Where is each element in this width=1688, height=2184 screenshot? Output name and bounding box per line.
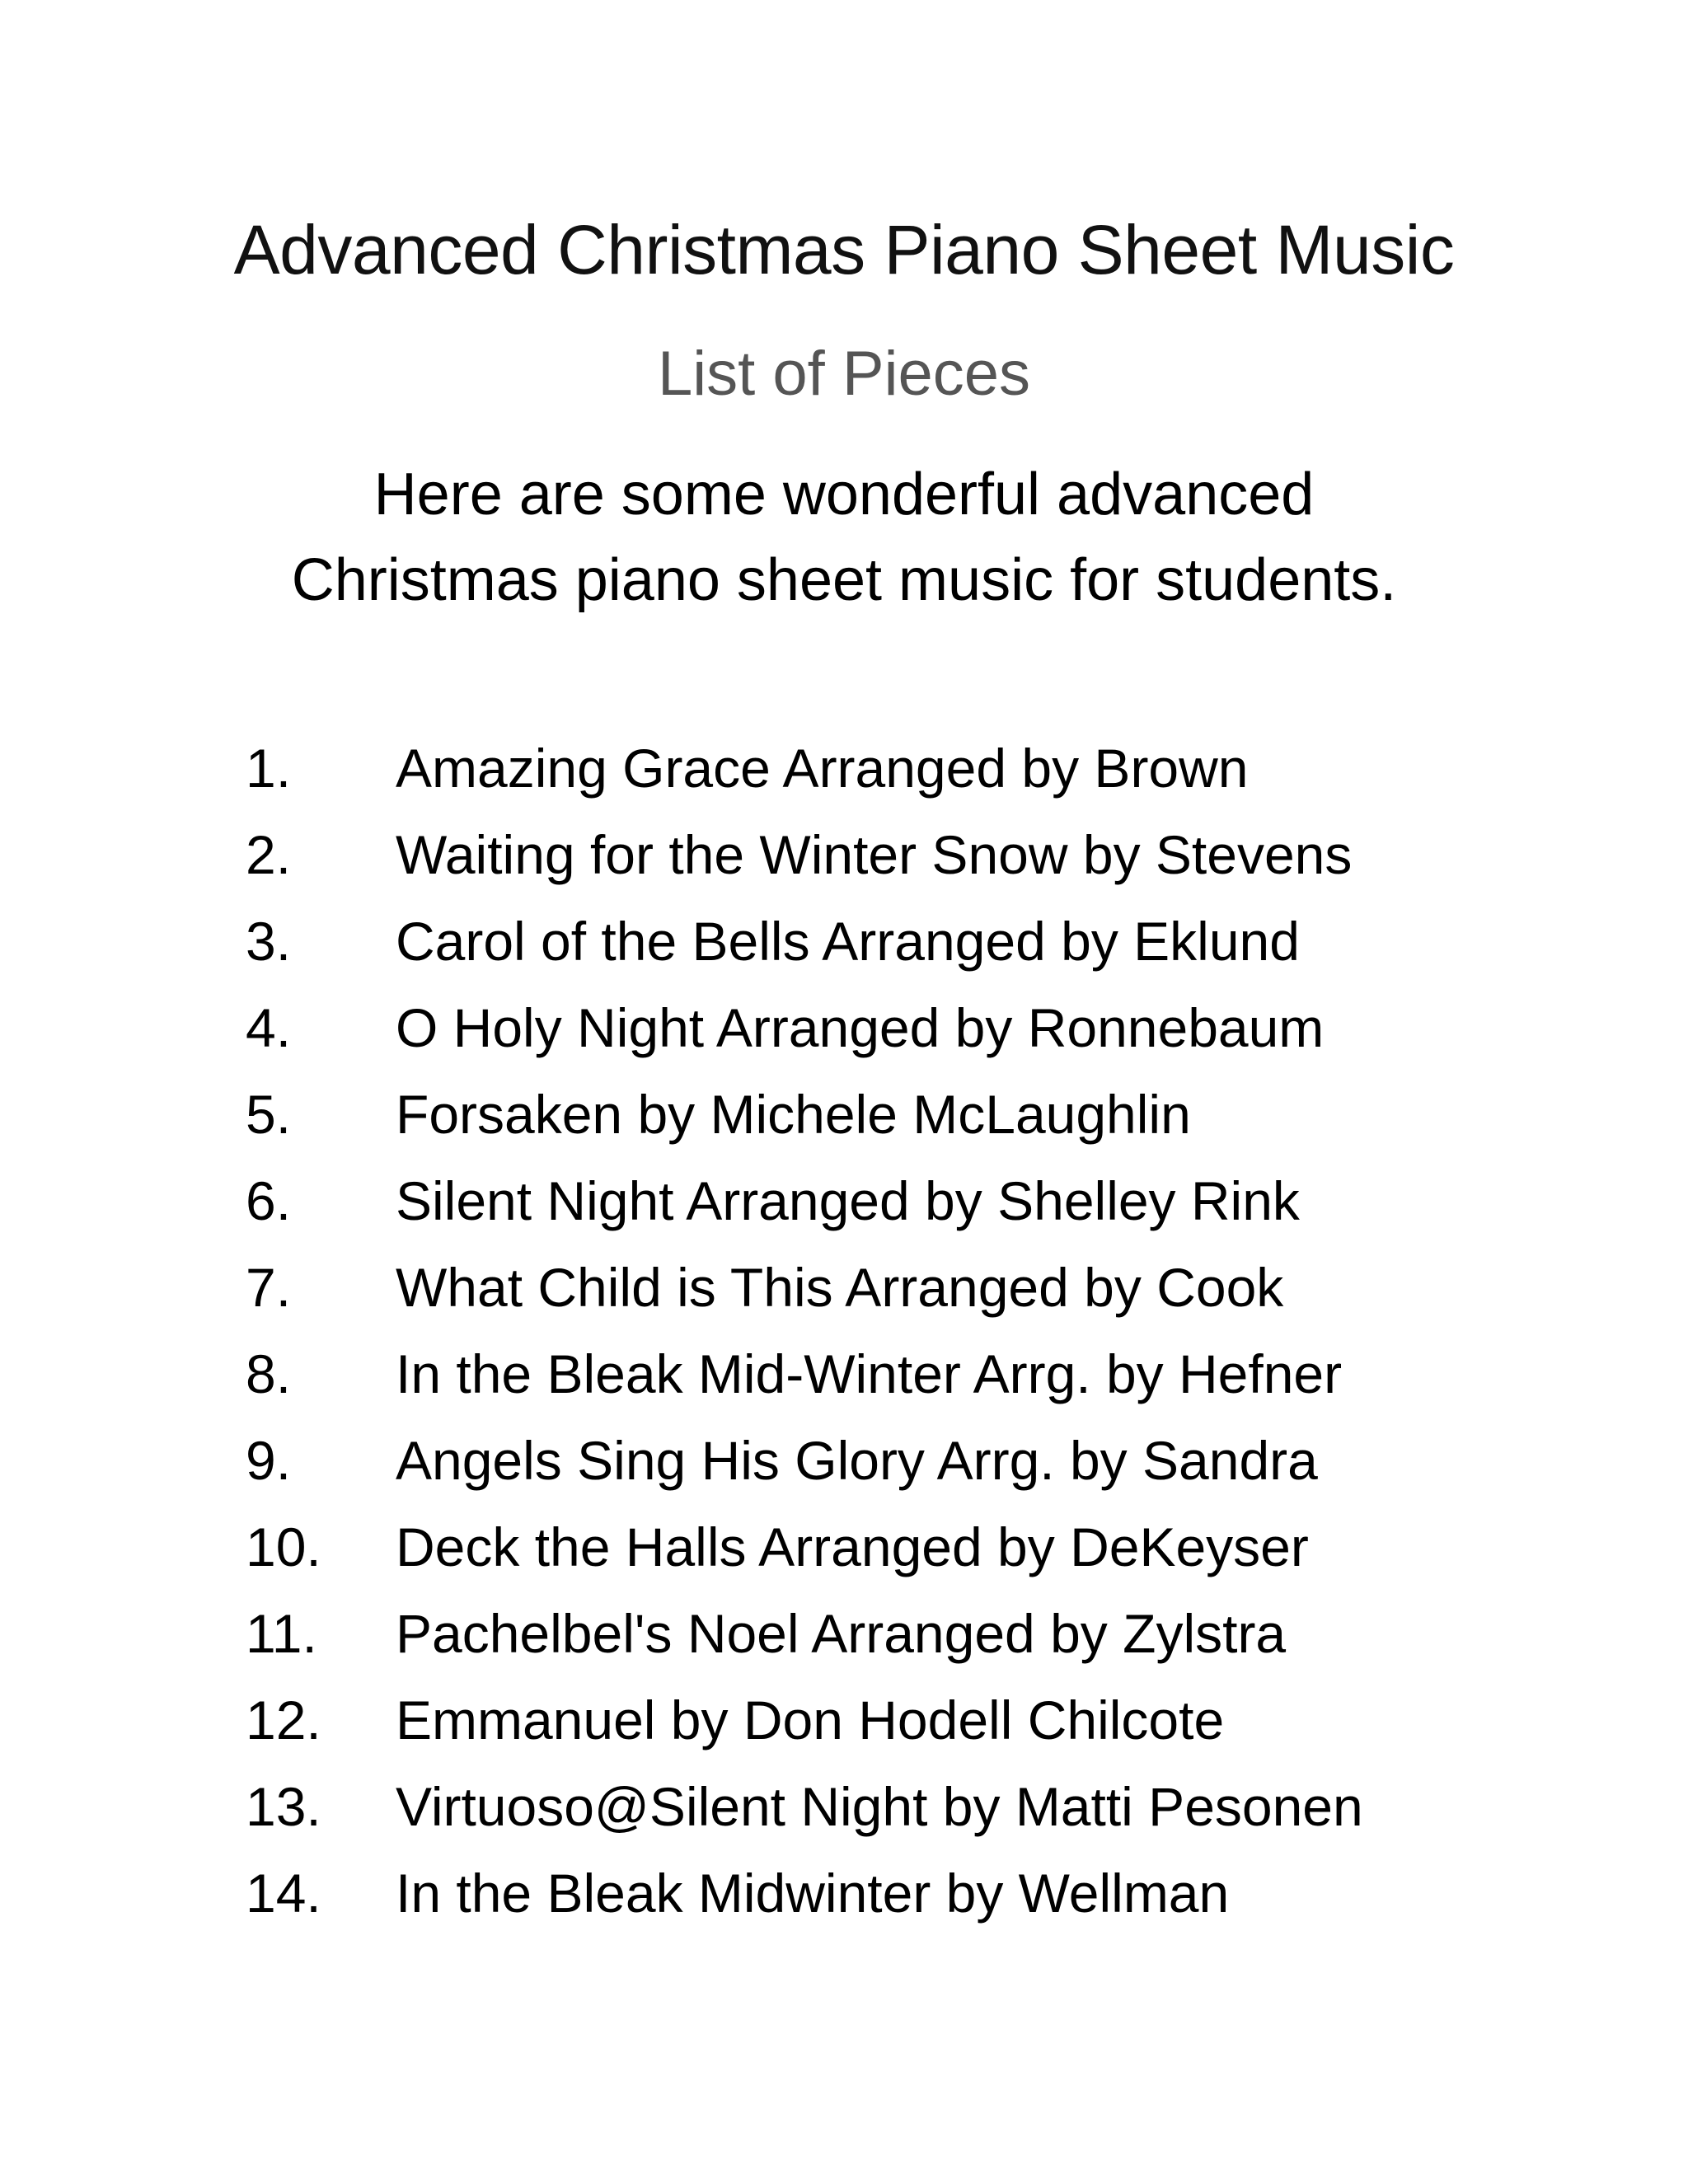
- list-item: [0, 898, 1688, 985]
- pieces-list: [0, 725, 1688, 1937]
- list-item-number: 1.: [246, 738, 292, 799]
- list-item-title: Amazing Grace Arranged by Brown: [396, 738, 1249, 799]
- list-item-title: Forsaken by Michele McLaughlin: [396, 1084, 1191, 1145]
- list-item-number: 9.: [246, 1430, 292, 1491]
- page-title: Advanced Christmas Piano Sheet Music: [233, 211, 1455, 288]
- list-item: [0, 1071, 1688, 1158]
- list-item: [0, 1331, 1688, 1418]
- list-item: [0, 1504, 1688, 1591]
- list-item: [0, 1244, 1688, 1331]
- list-item: [0, 1677, 1688, 1764]
- list-item: [0, 725, 1688, 812]
- list-item: [0, 1850, 1688, 1937]
- list-item-number: 6.: [246, 1170, 292, 1231]
- list-item-number: 3.: [246, 911, 292, 972]
- list-item-number: 14.: [246, 1863, 321, 1924]
- intro-line-1: Here are some wonderful advanced: [373, 462, 1315, 527]
- list-item-title: Deck the Halls Arranged by DeKeyser: [396, 1516, 1309, 1577]
- list-item-number: 8.: [246, 1343, 292, 1404]
- list-item-title: Angels Sing His Glory Arrg. by Sandra: [396, 1430, 1318, 1491]
- list-item-title: Silent Night Arranged by Shelley Rink: [396, 1170, 1300, 1231]
- list-item-number: 11.: [246, 1603, 317, 1664]
- page-subtitle: List of Pieces: [658, 339, 1030, 409]
- list-item-number: 12.: [246, 1690, 321, 1750]
- list-item-title: Emmanuel by Don Hodell Chilcote: [396, 1690, 1225, 1750]
- list-item-title: In the Bleak Mid-Winter Arrg. by Hefner: [396, 1343, 1343, 1404]
- list-item-number: 7.: [246, 1257, 292, 1318]
- list-item-title: O Holy Night Arranged by Ronnebaum: [396, 997, 1325, 1058]
- list-item: [0, 1418, 1688, 1504]
- list-item: [0, 812, 1688, 898]
- list-item-number: 10.: [246, 1516, 321, 1577]
- list-item: [0, 985, 1688, 1071]
- list-item: [0, 1764, 1688, 1850]
- list-item-number: 13.: [246, 1776, 321, 1837]
- intro-line-2: Christmas piano sheet music for students.: [291, 547, 1397, 613]
- list-item-number: 2.: [246, 824, 292, 885]
- intro-paragraph: [0, 452, 1688, 623]
- list-item-title: Pachelbel's Noel Arranged by Zylstra: [396, 1603, 1287, 1664]
- list-item-title: Carol of the Bells Arranged by Eklund: [396, 911, 1300, 972]
- list-item-title: Virtuoso@Silent Night by Matti Pesonen: [396, 1776, 1363, 1837]
- list-item-title: Waiting for the Winter Snow by Stevens: [396, 824, 1353, 885]
- list-item-title: In the Bleak Midwinter by Wellman: [396, 1863, 1230, 1924]
- list-item: [0, 1158, 1688, 1244]
- list-item-number: 4.: [246, 997, 292, 1058]
- list-item: [0, 1591, 1688, 1677]
- list-item-title: What Child is This Arranged by Cook: [396, 1257, 1284, 1318]
- list-item-number: 5.: [246, 1084, 292, 1145]
